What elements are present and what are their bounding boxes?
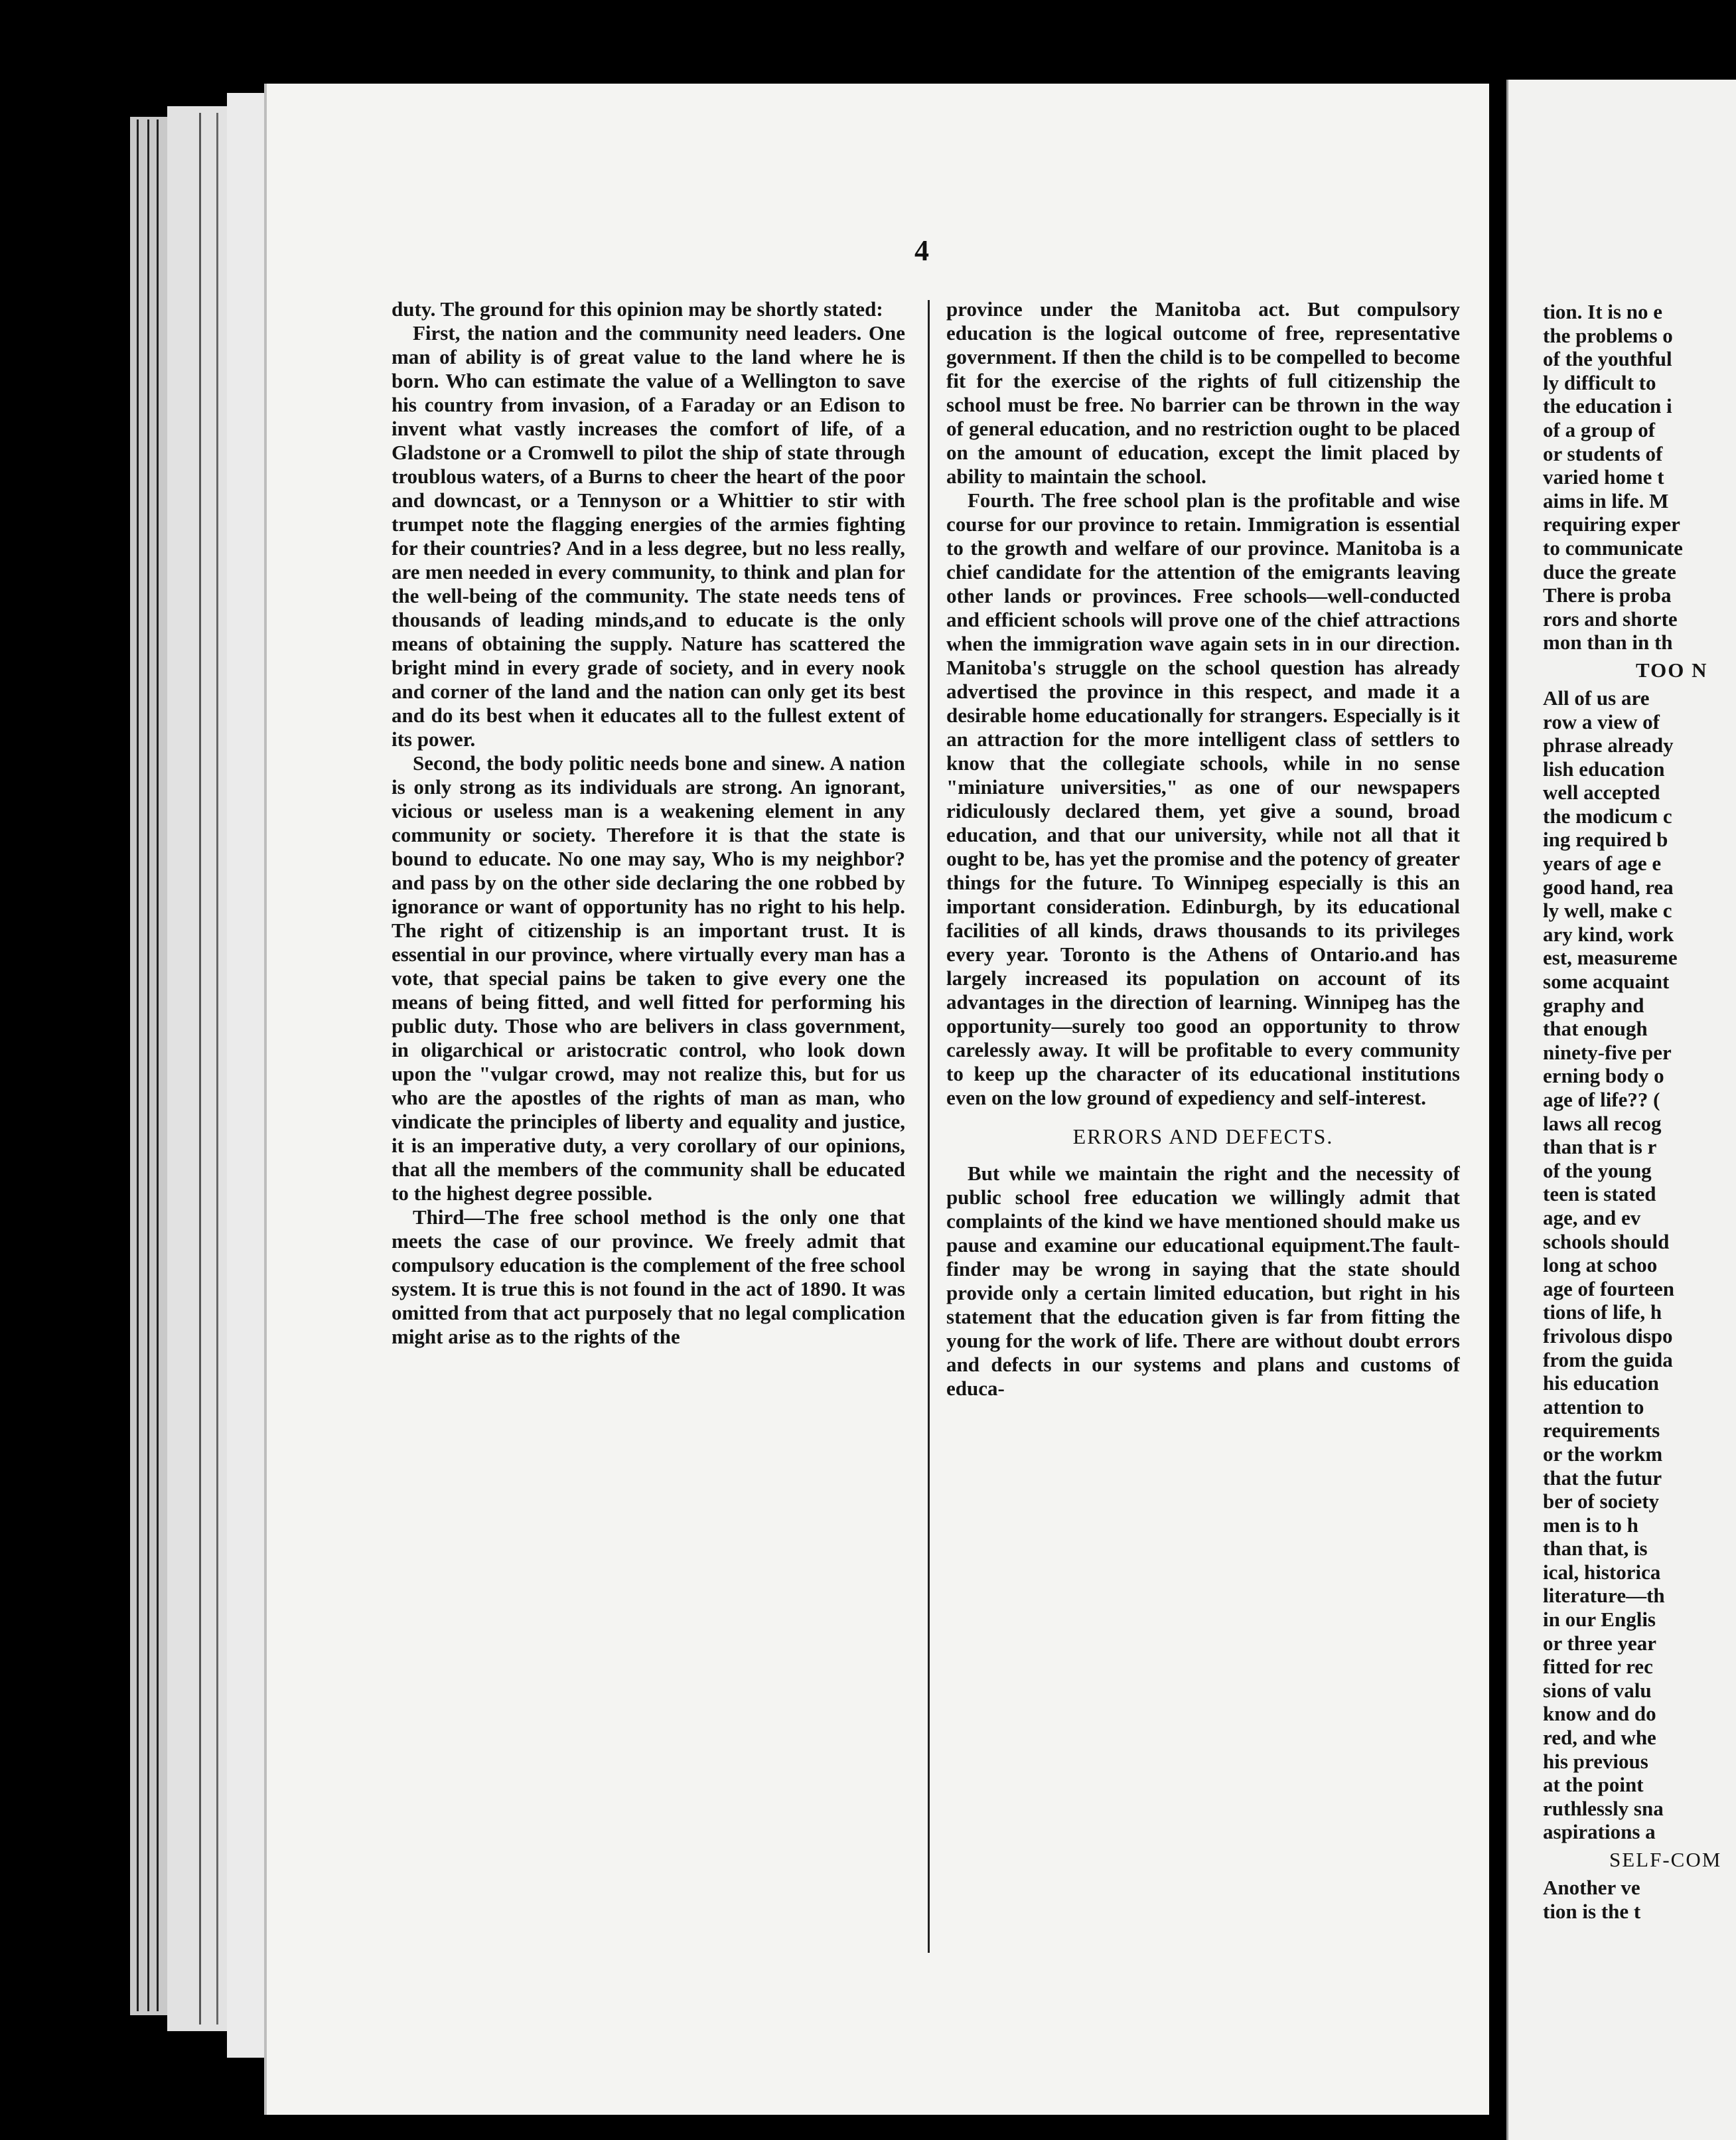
- text-line: the education i: [1543, 394, 1672, 418]
- text-line: his education: [1543, 1371, 1659, 1395]
- book-edge-line: [137, 119, 139, 2011]
- book-edge-line: [147, 119, 149, 2011]
- paragraph: Third—The free school method is the only one that meets the case of our province. We freely admit that compulsory education is the complement of the free school system. It is true this is not found in the act of 1890. It was omitted from that act purposely that no legal complication might arise as to the rights of the: [392, 1205, 905, 1348]
- text-line: lish education: [1543, 757, 1665, 781]
- section-heading: ERRORS AND DEFECTS.: [1072, 1124, 1334, 1148]
- page-number: 4: [914, 234, 929, 267]
- text-line: ing required b: [1543, 828, 1668, 852]
- text-line: of the young: [1543, 1158, 1652, 1182]
- text-line: ary kind, work: [1543, 922, 1674, 946]
- middle-column: [946, 297, 1460, 1957]
- text-line: tion. It is no e: [1543, 300, 1662, 323]
- text-line: age of life?? (: [1543, 1088, 1660, 1111]
- text-line: years of age e: [1543, 852, 1662, 876]
- text-line: ical, historica: [1543, 1560, 1661, 1584]
- text-line: know and do: [1543, 1702, 1656, 1726]
- text-line: well accepted: [1543, 781, 1660, 804]
- text-line: duce the greate: [1543, 560, 1676, 583]
- column-rule: [928, 300, 930, 1953]
- text-line: There is proba: [1543, 583, 1672, 607]
- text-line: age, and ev: [1543, 1205, 1641, 1229]
- text-line: est, measureme: [1543, 946, 1678, 970]
- text-line: laws all recog: [1543, 1111, 1662, 1135]
- text-line: erning body o: [1543, 1064, 1664, 1088]
- text-line: at the point: [1543, 1773, 1644, 1797]
- text-line: age of fourteen: [1543, 1276, 1674, 1300]
- text-line: varied home t: [1543, 465, 1664, 489]
- text-line: phrase already: [1543, 733, 1674, 757]
- text-line: the modicum c: [1543, 804, 1672, 828]
- text-line: row a view of: [1543, 710, 1660, 733]
- paragraph: But while we maintain the right and the necessity of public school free education we willingly admit that complaints of the kind we have mentioned should make us pause and examine our educational equipment.The fault-finder may be wrong in saying that the state should provide only a certain limited education, but right in his statement that the education given is far from fitting the young for the work of life. There are without doubt errors and defects in our systems and plans and customs of educa-: [946, 1162, 1460, 1400]
- text-line: schools should: [1543, 1229, 1670, 1253]
- text-line: mon than in th: [1543, 631, 1673, 654]
- text-line: sions of valu: [1543, 1678, 1652, 1702]
- text-line: requirements: [1543, 1418, 1660, 1442]
- text-line: aims in life. M: [1543, 489, 1669, 512]
- paragraph: province under the Manitoba act. But compulsory education is the logical outcome of free, representative government. If then the child is to be compelled to become fit for the exercise of the rights of full citizenship the school must be free. No barrier can be thrown in the way of general education, and no restriction ought to be placed on the amount of education, except the limit placed by ability to maintain the school.: [946, 297, 1460, 488]
- section-heading: SELF-COM: [1609, 1848, 1722, 1871]
- text-line: ninety-five per: [1543, 1040, 1672, 1064]
- text-line: rors and shorte: [1543, 607, 1678, 631]
- text-line: attention to: [1543, 1395, 1644, 1418]
- text-line: in our Englis: [1543, 1608, 1656, 1632]
- text-line: his previous: [1543, 1749, 1648, 1773]
- facing-column: [1543, 300, 1736, 1923]
- text-line: that enough: [1543, 1017, 1648, 1041]
- facing-page: [1506, 80, 1736, 2140]
- text-line: men is to h: [1543, 1513, 1638, 1537]
- text-line: of a group of: [1543, 418, 1656, 441]
- text-line: fitted for rec: [1543, 1655, 1653, 1679]
- left-column: [392, 297, 905, 1957]
- text-line: ruthlessly sna: [1543, 1796, 1664, 1820]
- text-line: long at schoo: [1543, 1253, 1658, 1277]
- text-line: some acquaint: [1543, 970, 1670, 994]
- text-line: graphy and: [1543, 993, 1644, 1017]
- text-line: frivolous dispo: [1543, 1324, 1673, 1347]
- text-line: literature—th: [1543, 1584, 1665, 1608]
- text-line: red, and whe: [1543, 1726, 1656, 1750]
- paragraph: Second, the body politic needs bone and sinew. A nation is only strong as its individuals are strong. An ignorant, vicious or useless man is a weakening element in any community or society. Therefore it is that the state is bound to educate. No one may say, Who is my neighbor? and pass by on the other side declaring the one robbed by ignorance or want of opportunity has no right to his help. The right of citizenship is an important trust. It is essential in our province, where virtually every man has a vote, that special pains be taken to give every one the means of being fitted, and well fitted for performing his public duty. Those who are belivers in class government, in oligarchical or aristocratic control, who look down upon the "vulgar crowd, may not realize this, but for us who are the apostles of the rights of man as man, who vindicate the principles of liberty and equality and justice, it is an imperative duty, a very corollary of our opinions, that all the members of the community shall be educated to the highest degree possible.: [392, 751, 905, 1205]
- section-heading: TOO N: [1636, 658, 1708, 682]
- text-line: ly well, make c: [1543, 899, 1672, 923]
- paragraph: duty. The ground for this opinion may be shortly stated:: [392, 297, 883, 321]
- text-line: good hand, rea: [1543, 875, 1674, 899]
- text-line: teen is stated: [1543, 1182, 1656, 1206]
- text-line: Another ve: [1543, 1876, 1640, 1899]
- text-line: of the youthful: [1543, 347, 1672, 371]
- book-edge-page: [227, 93, 264, 2058]
- text-line: aspirations a: [1543, 1820, 1656, 1844]
- text-line: tions of life, h: [1543, 1300, 1662, 1324]
- book-edge-line: [216, 113, 218, 2025]
- text-line: that the futur: [1543, 1466, 1662, 1490]
- paragraph: First, the nation and the community need leaders. One man of ability is of great value to the land where he is born. Who can estimate the value of a Wellington to save his country from invasion, of a Faraday or an Edison to invent what vastly increases the comfort of life, of a Gladstone or a Cromwell to pilot the ship of state through troublous waters, of a Burns to cheer the heart of the poor and downcast, or a Tennyson or a Whittier to stir with trumpet note the flagging energies of the armies fighting for their countries? And in a less degree, but no less really, are men needed in every community, to think and plan for the well-being of the community. The state needs tens of thousands of leading minds,and to educate is the only means of obtaining the supply. Nature has scattered the bright mind in every grade of society, and in every nook and corner of the land and the nation can only get its best and do its best when it educates all to the fullest extent of its power.: [392, 321, 905, 751]
- text-line: requiring exper: [1543, 512, 1680, 536]
- paragraph: Fourth. The free school plan is the profitable and wise course for our province to retain. Immigration is essential to the growth and welfare of our province. Manitoba is a chief candidate for the attention of the emigrants leaving other lands or provinces. Free schools—well-conducted and efficient schools will prove one of the chief attractions when the immigration wave again sets in in our direction. Manitoba's struggle on the school question has already advertised the province in this respect, and made it a desirable home educationally for strangers. Especially is it an attraction for the more intelligent class of settlers to know that the collegiate schools, while in no sense "miniature universities," as one of our newspapers ridiculously declared them, yet give a sound, broad education, and that our university, while not all that it ought to be, has yet the promise and the potency of greater things for the future. To Winnipeg especially is this an important consideration. Edinburgh, by its educational facilities of all kinds, draws thousands to its privileges every year. Toronto is the Athens of Ontario.and has largely increased its population on account of its advantages in the direction of learning. Winnipeg has the opportunity—surely too good an opportunity to throw carelessly away. It will be profitable to every community to keep up the character of its educational institutions even on the low ground of expediency and self-interest.: [946, 489, 1460, 1109]
- text-line: or the workm: [1543, 1442, 1663, 1466]
- text-line: tion is the t: [1543, 1899, 1641, 1923]
- text-line: than that is r: [1543, 1135, 1657, 1159]
- text-line: to communicate: [1543, 536, 1683, 560]
- text-line: from the guida: [1543, 1347, 1673, 1371]
- text-line: the problems o: [1543, 323, 1673, 347]
- book-edge-line: [157, 119, 159, 2011]
- text-line: or three year: [1543, 1631, 1656, 1655]
- text-line: or students of: [1543, 441, 1663, 465]
- text-line: All of us are: [1543, 686, 1650, 710]
- text-line: ly difficult to: [1543, 370, 1656, 394]
- text-line: ber of society: [1543, 1490, 1660, 1513]
- book-edge-line: [199, 113, 201, 2025]
- text-line: than that, is: [1543, 1537, 1648, 1561]
